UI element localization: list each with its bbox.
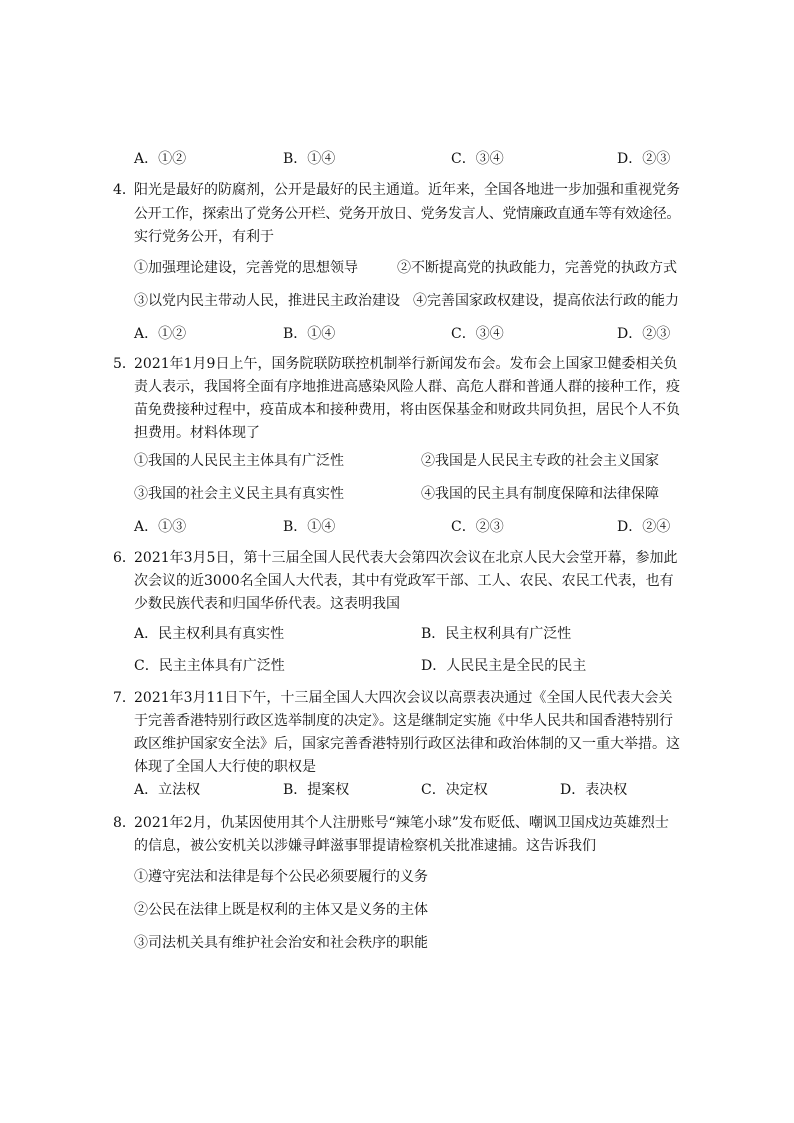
q7-option-b: B．提案权 <box>283 782 350 798</box>
q6-option-c: C．民主主体具有广泛性 <box>134 658 285 674</box>
q4-number: 4． <box>113 182 136 198</box>
q7-option-d: D．表决权 <box>560 782 628 798</box>
q6-stem-line-3: 少数民族代表和归国华侨代表。这表明我国 <box>134 596 400 612</box>
q4-stem-line-3: 实行党务公开，有利于 <box>134 229 274 245</box>
q5-stem-line-2: 责人表示，我国将全面有序地推进高感染风险人群、高危人群和普通人群的接种工作，疫 <box>134 379 680 395</box>
q4-statement-1: ①加强理论建设，完善党的思想领导 <box>134 260 358 276</box>
q8-statement-3: ③司法机关具有维护社会治安和社会秩序的职能 <box>134 935 428 951</box>
q8-statement-2: ②公民在法律上既是权利的主体又是义务的主体 <box>134 902 428 918</box>
q5-option-d: D．②④ <box>617 519 671 535</box>
q5-statement-2: ②我国是人民民主专政的社会主义国家 <box>421 453 659 469</box>
q6-option-a: A．民主权利具有真实性 <box>134 626 285 642</box>
q4-option-b: B．①④ <box>283 326 336 342</box>
q5-stem-line-4: 担费用。材料体现了 <box>134 425 260 441</box>
q6-stem-line-2: 次会议的近3000名全国人大代表，其中有党政军干部、工人、农民、农民工代表，也有 <box>134 573 674 589</box>
q4-option-d: D．②③ <box>617 326 671 342</box>
q8-statement-1: ①遵守宪法和法律是每个公民必须要履行的义务 <box>134 869 428 885</box>
q5-option-a: A．①③ <box>134 519 187 535</box>
q3-option-d: D．②③ <box>617 151 671 167</box>
q5-option-c: C．②③ <box>451 519 504 535</box>
q4-stem-line-2: 公开工作，探索出了党务公开栏、党务开放日、党务发言人、党情廉政直通车等有效途径。 <box>134 206 680 222</box>
q4-statement-3: ③以党内民主带动人民，推进民主政治建设 <box>134 293 400 309</box>
q6-option-d: D．人民民主是全民的民主 <box>421 658 587 674</box>
q5-statement-1: ①我国的人民民主主体具有广泛性 <box>134 453 344 469</box>
q4-option-a: A．①② <box>134 326 187 342</box>
q3-option-b: B．①④ <box>283 151 336 167</box>
q6-number: 6． <box>113 550 136 566</box>
q4-statement-4: ④完善国家政权建设，提高依法行政的能力 <box>413 293 679 309</box>
q6-option-b: B．民主权利具有广泛性 <box>421 626 572 642</box>
q4-option-c: C．③④ <box>451 326 504 342</box>
q6-stem-line-1: 2021年3月5日，第十三届全国人民代表大会第四次会议在北京人民大会堂开幕，参加此 <box>134 550 678 566</box>
q7-stem-line-1: 2021年3月11日下午，十三届全国人大四次会议以高票表决通过《全国人民代表大会关 <box>134 690 673 706</box>
q8-number: 8． <box>113 815 136 831</box>
q5-stem-line-3: 苗免费接种过程中，疫苗成本和接种费用，将由医保基金和财政共同负担，居民个人不负 <box>134 402 680 418</box>
q7-option-c: C．决定权 <box>421 782 488 798</box>
q8-stem-line-1: 2021年2月，仇某因使用其个人注册账号“辣笔小球”发布贬低、嘲讽卫国戍边英雄烈士 <box>134 815 669 831</box>
q3-option-c: C．③④ <box>451 151 504 167</box>
q5-number: 5． <box>113 356 136 372</box>
q7-stem-line-4: 体现了全国人大行使的职权是 <box>134 759 316 775</box>
q7-stem-line-2: 于完善香港特别行政区选举制度的决定》。这是继制定实施《中华人民共和国香港特别行 <box>134 713 673 729</box>
q4-stem-line-1: 阳光是最好的防腐剂，公开是最好的民主通道。近年来，全国各地进一步加强和重视党务 <box>134 182 680 198</box>
q5-option-b: B．①④ <box>283 519 336 535</box>
q5-statement-4: ④我国的民主具有制度保障和法律保障 <box>421 486 659 502</box>
q5-statement-3: ③我国的社会主义民主具有真实性 <box>134 486 344 502</box>
q7-number: 7． <box>113 690 136 706</box>
q7-stem-line-3: 政区维护国家安全法》后，国家完善香港特别行政区法律和政治体制的又一重大举措。这 <box>134 736 680 752</box>
q5-stem-line-1: 2021年1月9日上午，国务院联防联控机制举行新闻发布会。发布会上国家卫健委相关负 <box>134 356 678 372</box>
q8-stem-line-2: 的信息，被公安机关以涉嫌寻衅滋事罪提请检察机关批准逮捕。这告诉我们 <box>134 838 596 854</box>
q4-statement-2: ②不断提高党的执政能力，完善党的执政方式 <box>397 260 677 276</box>
q7-option-a: A．立法权 <box>134 782 201 798</box>
q3-option-a: A．①② <box>134 151 187 167</box>
